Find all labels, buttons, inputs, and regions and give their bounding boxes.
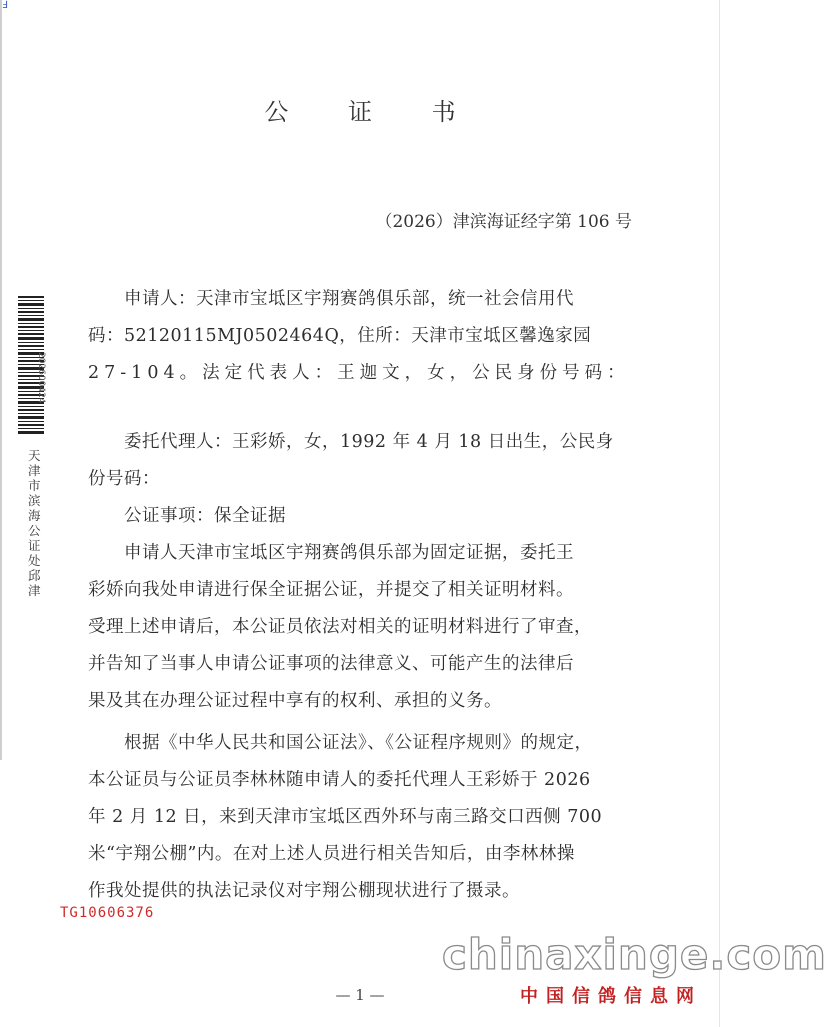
page-number: — 1 — (335, 986, 385, 1004)
side-office-stamp: 天津市滨海公证处邱津 (28, 448, 41, 598)
body-paragraph-2 (88, 725, 636, 910)
text-line: 申请人：天津市宝坻区宇翔赛鸽俱乐部，统一社会信用代 (124, 289, 574, 309)
body-paragraph-1 (88, 535, 636, 720)
text-line: 受理上述申请后，本公证员依法对相关的证明材料进行了审查， (88, 617, 592, 637)
barcode-number: 202600424 (36, 352, 46, 404)
applicant-paragraph (88, 281, 636, 392)
watermark-site-cn: 中国信鸽信息网 (520, 986, 702, 1007)
text-line: 作我处提供的执法记录仪对宇翔公棚现状进行了摄录。 (88, 881, 520, 901)
text-line: 果及其在办理公证过程中享有的权利、承担的义务。 (88, 691, 502, 711)
matter-paragraph (88, 498, 636, 535)
serial-number: TG10606376 (60, 905, 155, 921)
text-line: 并告知了当事人申请公证事项的法律意义、可能产生的法律后 (88, 654, 574, 674)
text-line: 份号码： (88, 469, 160, 489)
agent-paragraph (88, 424, 636, 498)
document-number: （2026）津滨海证经字第 106 号 (375, 212, 632, 232)
watermark-site: chinaxinge.com (442, 930, 827, 979)
text-line: 27-104。法定代表人：王迦文，女，公民身份号码： (88, 363, 630, 383)
text-line: 彩娇向我处申请进行保全证据公证，并提交了相关证明材料。 (88, 580, 574, 600)
text-line: 委托代理人：王彩娇，女，1992 年 4 月 18 日出生，公民身 (124, 432, 614, 452)
text-line: 码：52120115MJ0502464Q，住所：天津市宝坻区馨逸家园 (88, 326, 592, 346)
page-title: 公 证 书 (264, 98, 482, 126)
text-line: 根据《中华人民共和国公证法》、《公证程序规则》的规定， (124, 733, 593, 753)
corner-mark: Ⅎ (2, 0, 8, 11)
right-edge-rule (719, 0, 720, 1027)
text-line: 公证事项：保全证据 (124, 506, 286, 526)
text-line: 米“宇翔公棚”内。在对上述人员进行相关告知后，由李林林操 (88, 844, 575, 864)
text-line: 本公证员与公证员李林林随申请人的委托代理人王彩娇于 2026 (88, 770, 591, 790)
text-line: 申请人天津市宝坻区宇翔赛鸽俱乐部为固定证据，委托王 (124, 543, 574, 563)
text-line: 年 2 月 12 日，来到天津市宝坻区西外环与南三路交口西侧 700 (88, 807, 603, 827)
